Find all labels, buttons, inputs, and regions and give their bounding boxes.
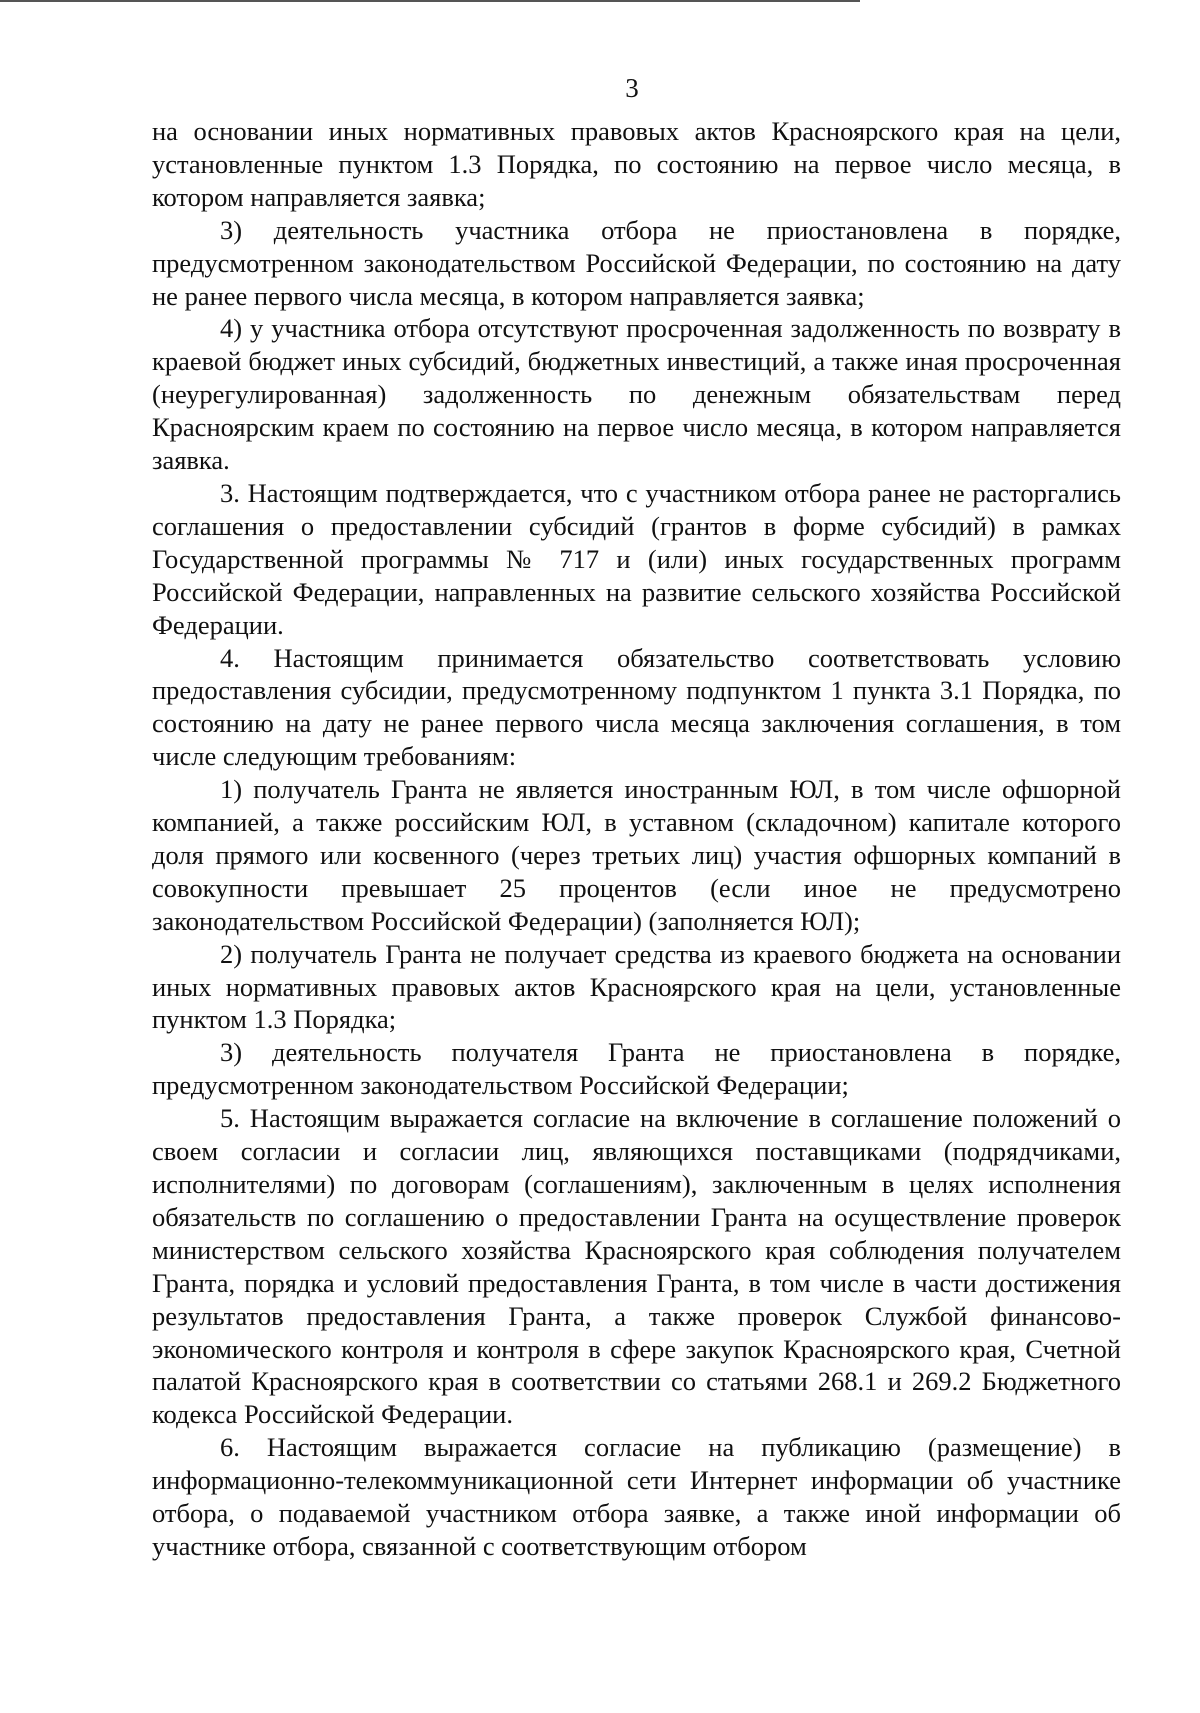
paragraph: 3) деятельность получателя Гранта не приостановлена в порядке, предусмотренном законодательством Российской Федерации; — [152, 1037, 1121, 1101]
paragraph: 4. Настоящим принимается обязательство соответствовать условию предоставления субсидии, предусмотренному подпунктом 1 пункта 3.1 Порядка, по состоянию на дату не ранее первого числа месяца заключения соглашения, в том числе следующим требованиям: — [152, 642, 1121, 772]
paragraph: 4) у участника отбора отсутствуют просроченная задолженность по возврату в краевой бюджет иных субсидий, бюджетных инвестиций, а также иная просроченная (неурегулированная) задолженность по денежным обязательствам перед Красноярским краем по состоянию на первое число месяца, в котором направляется заявка. — [152, 313, 1121, 476]
page-number: 3 — [625, 73, 639, 103]
paragraph: 2) получатель Гранта не получает средства из краевого бюджета на основании иных нормативных правовых актов Красноярского края на цели, установленные пунктом 1.3 Порядка; — [152, 938, 1121, 1035]
paragraph: на основании иных нормативных правовых актов Красноярского края на цели, установленные пунктом 1.3 Порядка, по состоянию на первое число месяца, в котором направляется заявка; — [152, 116, 1121, 212]
document-body — [152, 115, 1121, 1563]
paragraph: 3) деятельность участника отбора не приостановлена в порядке, предусмотренном законодательством Российской Федерации, по состоянию на дату не ранее первого числа месяца, в котором направляется заявка; — [152, 214, 1121, 311]
scan-edge-line — [0, 0, 860, 2]
paragraph: 6. Настоящим выражается согласие на публикацию (размещение) в информационно-телекоммуникационной сети Интернет информации об участнике отбора, о подаваемой участником отбора заявке, а также иной информации об участнике отбора, связанной с соответствующим отбором — [152, 1432, 1121, 1561]
paragraph: 5. Настоящим выражается согласие на включение в соглашение положений о своем согласии и согласии лиц, являющихся поставщиками (подрядчиками, исполнителями) по договорам (соглашениям), заключенным в целях исполнения обязательств по соглашению о предоставлении Гранта на осуществление проверок министерством сельского хозяйства Красноярского края соблюдения получателем Гранта, порядка и условий предоставления Гранта, в том числе в части достижения результатов предоставления Гранта, а также проверок Службой финансово-экономического контроля и контроля в сфере закупок Красноярского края, Счетной палатой Красноярского края в соответствии со статьями 268.1 и 269.2 Бюджетного кодекса Российской Федерации. — [152, 1103, 1121, 1430]
paragraph: 3. Настоящим подтверждается, что с участником отбора ранее не расторгались соглашения о предоставлении субсидий (грантов в форме субсидий) в рамках Государственной программы № 717 и (или) иных государственных программ Российской Федерации, направленных на развитие сельского хозяйства Российской Федерации. — [152, 477, 1121, 640]
paragraph: 1) получатель Гранта не является иностранным ЮЛ, в том числе офшорной компанией, а также российским ЮЛ, в уставном (складочном) капитале которого доля прямого или косвенного (через третьих лиц) участия офшорных компаний в совокупности превышает 25 процентов (если иное не предусмотрено законодательством Российской Федерации) (заполняется ЮЛ); — [152, 774, 1121, 936]
